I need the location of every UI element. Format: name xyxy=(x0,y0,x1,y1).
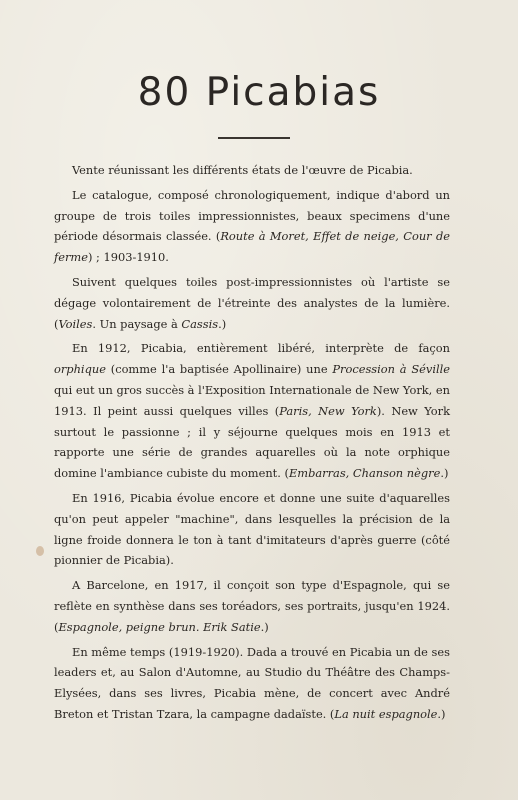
paragraph-4-text-c: qui eut un gros succès à l'Exposition Internationale de New York, en 1913. Il peint aussi quelques villes ( xyxy=(54,382,450,418)
paragraph-5-text: En 1916, Picabia évolue encore et donne une suite d'aquarelles qu'on peut appeler "machine", dans lesquelles la précision de la ligne froide donnera le ton à tant d'imitateurs d'après guerre (côté pionnier de Picabia). xyxy=(54,490,450,568)
paper-stain xyxy=(36,546,44,556)
paragraph-6-italic-1: Espagnole, peigne brun. Erik Satie xyxy=(58,619,261,634)
paragraph-6 xyxy=(54,575,450,637)
paragraph-7-italic-1: La nuit espagnole xyxy=(334,706,438,721)
paragraph-3-text-c: .) xyxy=(218,316,227,331)
paragraph-4-text-b: (comme l'a baptisée Apollinaire) une xyxy=(105,362,333,377)
paragraph-3-text-a: Suivent quelques toiles post-impressionnistes où l'artiste se dégage volontairement de l'étreinte des analystes de la lumière. ( xyxy=(54,274,450,331)
paragraph-1 xyxy=(54,160,450,181)
paragraph-5 xyxy=(54,488,450,571)
paragraph-4-italic-4: Embarras, Chanson nègre xyxy=(288,466,441,481)
paragraph-7-text-b: .) xyxy=(437,706,446,721)
paragraph-7-text-a: En même temps (1919-1920). Dada a trouvé en Picabia un de ses leaders et, au Salon d'Automne, au Studio du Théâtre des Champs-Elysées, dans ses livres, Picabia mène, de concert avec André Breton et Tristan Tzara, la campagne dadaïste. ( xyxy=(54,644,450,721)
page-title: 80 Picabias xyxy=(137,70,381,115)
paragraph-4-italic-2: Procession à Séville xyxy=(332,362,451,377)
paragraph-1-text: Vente réunissant les différents états de l'œuvre de Picabia. xyxy=(72,163,413,177)
paragraph-4-text-a: En 1912, Picabia, entièrement libéré, interprète de façon xyxy=(72,341,450,356)
paragraph-3-italic-1: Voiles xyxy=(58,316,93,331)
paragraph-4 xyxy=(54,338,450,484)
paragraph-3 xyxy=(54,272,450,334)
paragraph-2-text-b: ) ; 1903-1910. xyxy=(87,250,169,265)
paragraph-4-italic-3: Paris, New York xyxy=(279,403,377,418)
paragraph-2 xyxy=(54,185,450,268)
paragraph-6-text-b: .) xyxy=(260,619,269,634)
title-divider xyxy=(218,137,290,139)
paragraph-7 xyxy=(54,642,450,725)
paragraph-6-text-a: A Barcelone, en 1917, il conçoit son type d'Espagnole, qui se reflète en synthèse dans ses toréadors, ses portraits, jusqu'en 1924. ( xyxy=(54,578,450,634)
body-text xyxy=(54,160,450,729)
paragraph-3-italic-2: Cassis xyxy=(181,316,219,331)
paragraph-3-text-b: . Un paysage à xyxy=(92,316,182,331)
paragraph-2-text-a: Le catalogue, composé chronologiquement, indique d'abord un groupe de trois toiles impressionnistes, beaux specimens d'une période désormais classée. ( xyxy=(54,187,450,244)
paragraph-4-text-d: ). New York surtout le passionne ; il y séjourne quelques mois en 1913 et rapporte une série de grandes aquarelles où la note orphique domine l'ambiance cubiste du moment. ( xyxy=(54,403,451,481)
paragraph-4-italic-1: orphique xyxy=(54,362,106,377)
paragraph-4-text-e: .) xyxy=(440,466,449,481)
paragraph-2-italic-1: Route à Moret, Effet de neige, Cour de ferme xyxy=(54,229,450,265)
